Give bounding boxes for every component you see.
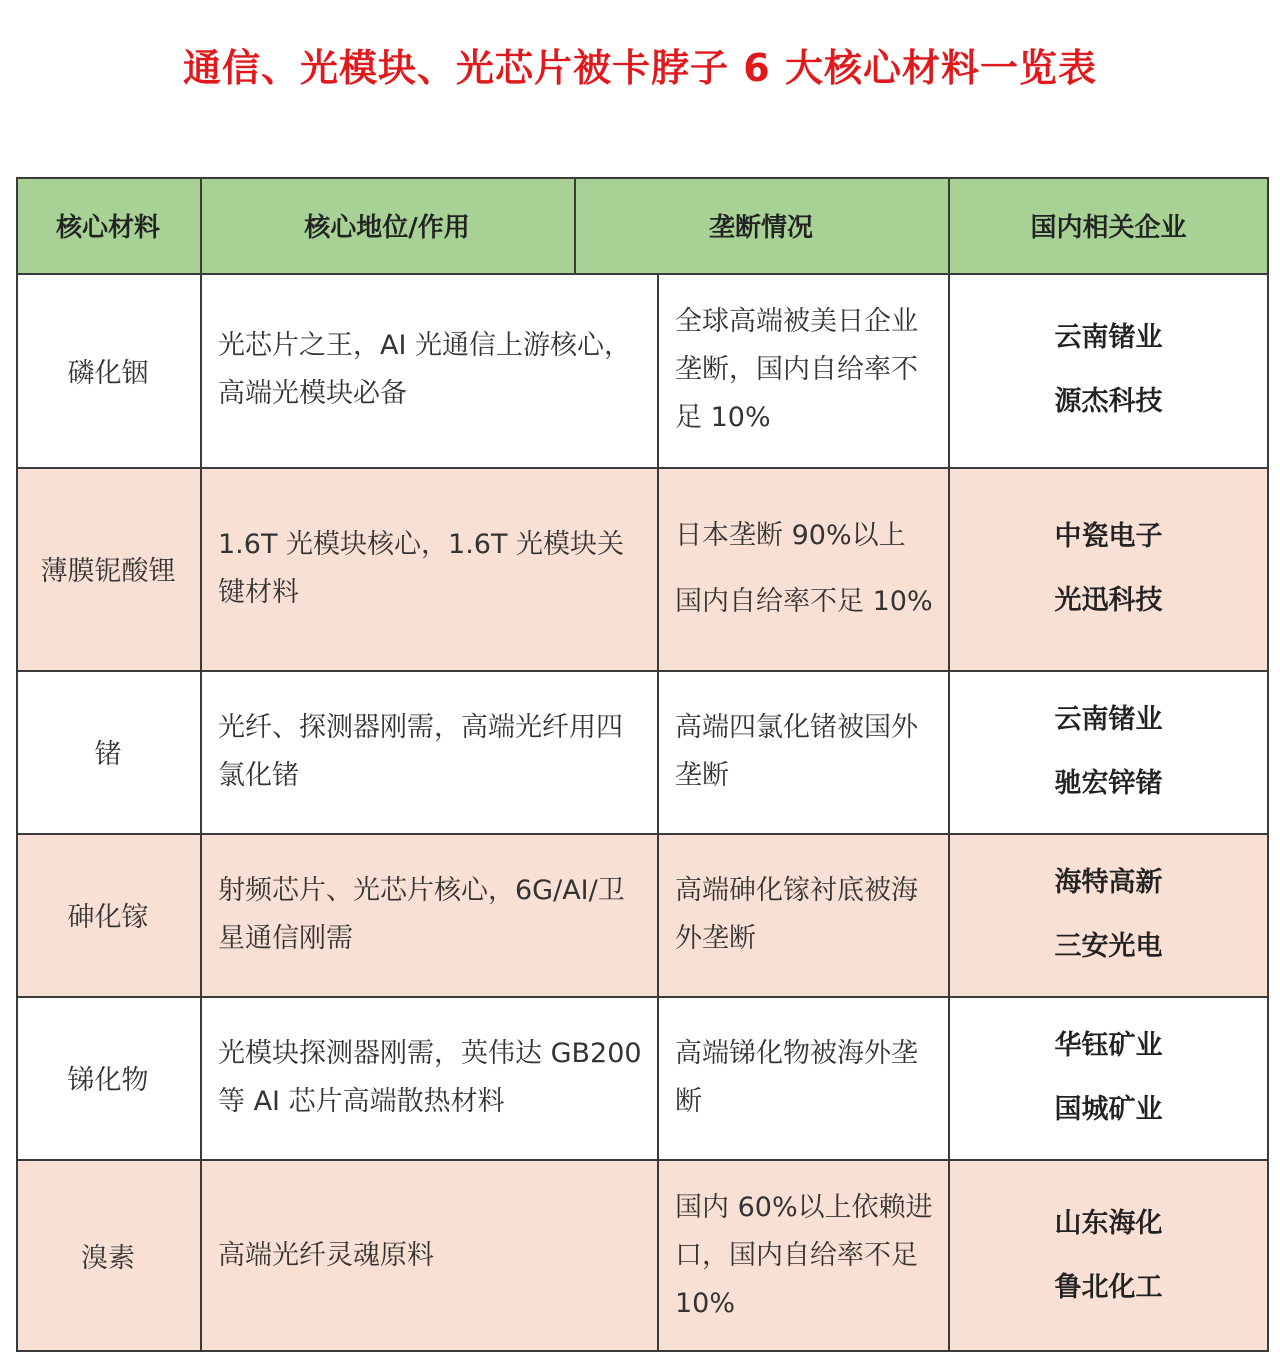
header-role: 核心地位/作用 [200,177,574,273]
row-1-company-1: 云南锗业 [1054,322,1163,353]
row-2-status [657,467,948,670]
grid-line [16,1159,1269,1161]
grid-line [574,177,576,273]
row-2-material: 薄膜铌酸锂 [16,467,200,670]
row-6-company-1: 山东海化 [1054,1207,1163,1239]
row-6-status [657,1159,948,1352]
grid-line [657,273,659,1352]
grid-line [16,670,1269,672]
row-4-company-1: 海特高新 [1054,866,1163,898]
row-4-material: 砷化镓 [16,833,200,996]
header-material: 核心材料 [16,177,200,273]
row-4-company-2: 三安光电 [1054,930,1163,962]
row-5-material: 锑化物 [16,996,200,1159]
row-3-material: 锗 [16,670,200,833]
row-2-companies [948,467,1269,670]
row-3-status [657,670,948,833]
row-5-status-line-1: 高端锑化物被海外垄断 [675,1037,918,1117]
row-5-company-2: 国城矿业 [1054,1093,1163,1125]
row-5-company-1: 华钰矿业 [1054,1029,1163,1061]
row-4-status-line-1: 高端砷化镓衬底被海外垄断 [675,874,918,954]
row-1-material: 磷化铟 [16,273,200,467]
grid-line [16,467,1269,469]
row-5-status [657,996,948,1159]
row-3-companies [948,670,1269,833]
row-6-material: 溴素 [16,1159,200,1352]
row-2-company-2: 光迅科技 [1054,584,1163,616]
row-6-status-line-1: 国内 60%以上依赖进口，国内自给率不足 10% [675,1191,933,1319]
grid-line [948,177,950,1352]
row-1-role: 光芯片之王，AI 光通信上游核心，高端光模块必备 [200,273,657,467]
row-3-company-1: 云南锗业 [1054,703,1163,735]
row-5-role: 光模块探测器刚需，英伟达 GB200 等 AI 芯片高端散热材料 [200,996,657,1159]
row-4-status [657,833,948,996]
row-3-role: 光纤、探测器刚需，高端光纤用四氯化锗 [200,670,657,833]
page-title: 通信、光模块、光芯片被卡脖子 6 大核心材料一览表 [183,46,1097,90]
row-2-company-1: 中瓷电子 [1054,520,1163,552]
grid-line [16,833,1269,835]
row-4-companies [948,833,1269,996]
row-1-company-2: 源杰科技 [1054,386,1163,417]
row-6-role: 高端光纤灵魂原料 [200,1159,657,1352]
grid-line [16,273,1269,275]
row-1-status [657,273,948,467]
header-status: 垄断情况 [574,177,948,273]
row-3-company-2: 驰宏锌锗 [1054,767,1163,799]
row-2-status-line-1: 日本垄断 90%以上 [675,519,906,551]
row-2-role: 1.6T 光模块核心，1.6T 光模块关键材料 [200,467,657,670]
row-4-role: 射频芯片、光芯片核心，6G/AI/卫星通信刚需 [200,833,657,996]
grid-line [16,177,1269,179]
row-1-status-line-1: 全球高端被美日企业垄断，国内自给率不足 10% [675,306,918,433]
row-1-companies [948,273,1269,467]
row-6-companies [948,1159,1269,1352]
grid-line [16,1350,1269,1352]
grid-line [16,996,1269,998]
row-3-status-line-1: 高端四氯化锗被国外垄断 [675,711,918,791]
row-2-status-line-2: 国内自给率不足 10% [675,585,933,617]
row-6-company-2: 鲁北化工 [1054,1271,1163,1303]
grid-line [16,177,18,1352]
materials-table [16,177,1269,1352]
grid-line [200,177,202,1352]
row-5-companies [948,996,1269,1159]
header-companies: 国内相关企业 [948,177,1269,273]
grid-line [1267,177,1269,1352]
